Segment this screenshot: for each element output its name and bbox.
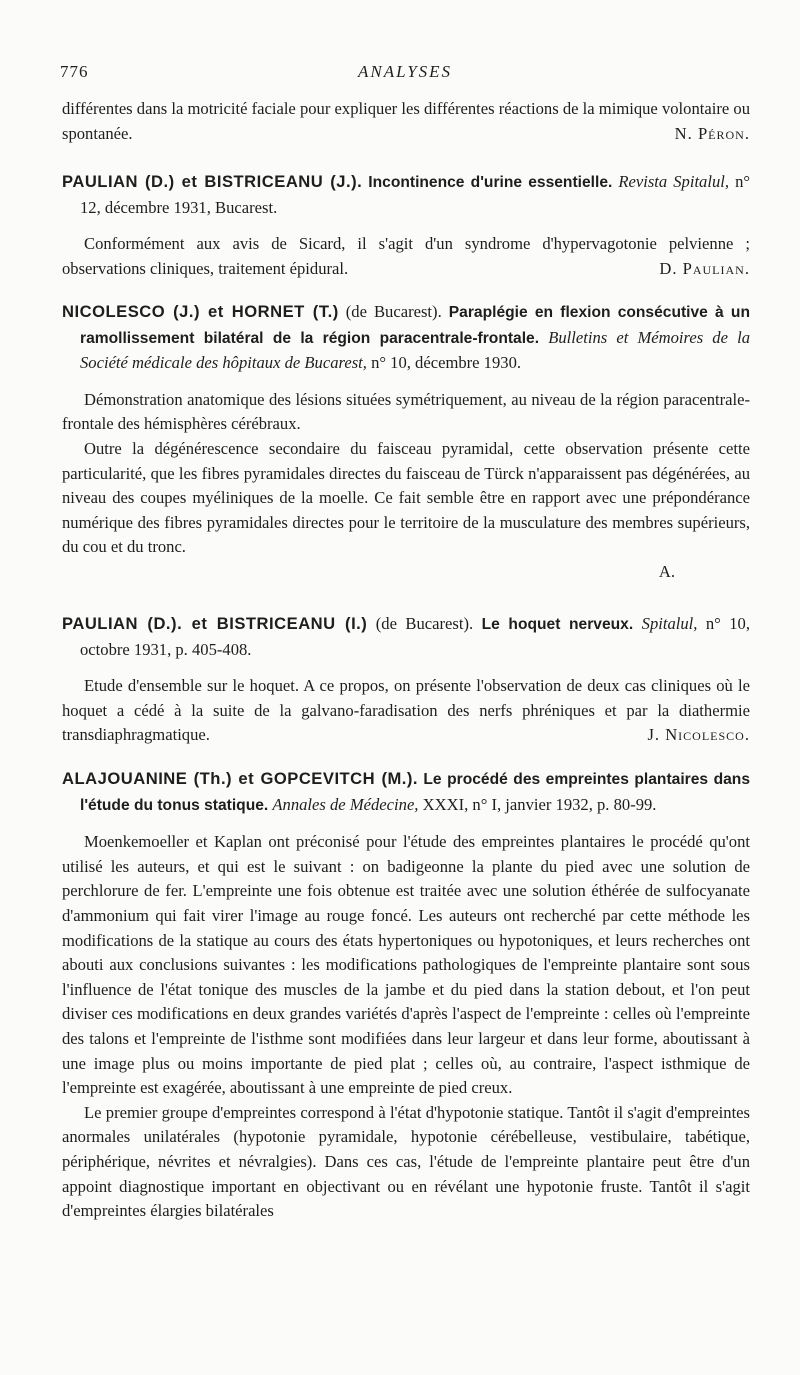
signature: D. Paulian. — [659, 258, 750, 278]
signature: A. — [658, 561, 675, 581]
entry-citation: XXXI, n° I, janvier 1932, p. 80-99. — [422, 794, 657, 814]
entry-heading — [62, 300, 750, 376]
entry-title: Le hoquet nerveux. — [481, 616, 634, 633]
entry-authors: ALAJOUANINE (Th.) et GOPCEVITCH (M.). — [62, 769, 419, 788]
entry-heading — [62, 612, 750, 662]
entry-citation: n° 10, octobre 1931, p. 405-408. — [80, 614, 750, 659]
signature: J. Nicolesco. — [647, 725, 750, 745]
entry-paragraph: Moenkemoeller et Kaplan ont préconisé pour l'étude des empreintes plantaires le procédé qu'ont utilisé les auteurs, et qui est le suivant : on badigeonne la plante du pied avec une solution de perchlorure de fer. L'empreinte une fois obtenue est traitée avec une solution éthérée de sulfocyanate d'ammonium qui fait virer l'image au rouge foncé. Les auteurs ont recherché par cette méthode les modifications de la statique au cours des états hypertoniques ou hypotoniques, et leurs recherches ont abouti aux conclusions suivantes : les modifications pathologiques de l'empreinte plantaire sont sous l'influence de l'état tonique des muscles de la jambe et du pied dans la station debout, et l'on peut diviser ces modifications en deux grandes variétés d'après l'aspect de l'empreinte : celles où l'empreinte des talons et l'empreinte de l'isthme sont modifiées dans leur largeur et dans leur forme, aboutissant à une image plus ou moins importante de pied plat ; celles où, au contraire, l'aspect isthmique de l'empreinte est exagérée, aboutissant à une empreinte de pied creux. — [62, 832, 750, 1098]
entry-title: Le procédé des empreintes plantaires dans l'étude du tonus statique. — [80, 771, 750, 814]
analysis-entry-alajouanine-gopcevitch-empreintes — [62, 767, 750, 1224]
analysis-entry-nicolesco-hornet-paraplegie — [62, 300, 750, 585]
entry-paragraph: Etude d'ensemble sur le hoquet. A ce propos, on présente l'observation de deux cas cliniques où le hoquet a cédé à la suite de la galvano-faradisation des nerfs phréniques et par la diathermie transdiaphragmatique. J. Nicolesco. — [62, 674, 750, 748]
analysis-entry-paulian-bistriceanu-incontinence — [62, 170, 750, 281]
entry-paragraph: Démonstration anatomique des lésions situées symétriquement, au niveau de la région paracentrale-frontale des hémisphères cérébraux. — [62, 389, 750, 434]
entry-authors: NICOLESCO (J.) et HORNET (T.) — [62, 302, 339, 321]
page-number: 776 — [60, 62, 89, 81]
entry-authors: PAULIAN (D.) et BISTRICEANU (J.). — [62, 172, 363, 191]
entry-citation: n° 12, décembre 1931, Bucarest. — [80, 172, 750, 217]
entry-journal: Revista Spitalul, — [618, 172, 730, 191]
entry-affiliation: (de Bucarest). — [345, 302, 442, 321]
analysis-entry-paulian-bistriceanu-hoquet — [62, 612, 750, 748]
page-header — [60, 62, 750, 86]
entry-affiliation: (de Bucarest). — [375, 614, 474, 633]
entry-journal: Bulletins et Mémoires de la Société médicale des hôpitaux de Bucarest, — [80, 327, 751, 373]
entry-heading — [62, 767, 750, 818]
entry-journal: Annales de Médecine, — [272, 794, 419, 814]
continuation-paragraph: différentes dans la motricité faciale pour expliquer les différentes réactions de la mimique volontaire ou spontanée. N. Péron. — [62, 97, 750, 146]
entry-citation: n° 10, décembre 1930. — [371, 353, 522, 373]
entry-paragraph: Conformément aux avis de Sicard, il s'agit d'un syndrome d'hypervagotonie pelvienne ; observations cliniques, traitement épidural. D. Paulian. — [62, 232, 750, 281]
entry-authors: PAULIAN (D.). et BISTRICEANU (I.) — [62, 614, 368, 633]
signature: N. Péron. — [674, 123, 750, 143]
entry-paragraph: Outre la dégénérescence secondaire du faisceau pyramidal, cette observation présente cette particularité, que les fibres pyramidales directes du faisceau de Türck n'apparaissent pas dégénérées, au niveau des coupes myéliniques de la moelle. Ce fait semble être en rapport avec une prépondérance numérique des fibres pyramidales directes pour le territoire de la musculature des membres supérieurs, du cou et du tronc. — [62, 438, 750, 557]
entry-title: Paraplégie en flexion consécutive à un ramollissement bilatéral de la région paracentrale-frontale. — [80, 304, 750, 347]
running-title: ANALYSES — [357, 62, 453, 81]
entry-title: Incontinence d'urine essentielle. — [368, 174, 613, 191]
entry-heading — [62, 170, 750, 220]
previous-analysis-continuation — [62, 97, 750, 146]
entry-journal: Spitalul, — [641, 614, 698, 633]
entry-paragraph: Le premier groupe d'empreintes correspond à l'état d'hypotonie statique. Tantôt il s'agit d'empreintes anormales unilatérales (hypotonie pyramidale, hypotonie cérébelleuse, vestibulaire, tabétique, périphérique, névrites et névralgies). Dans ces cas, l'étude de l'empreinte plantaire peut être d'un appoint diagnostique important en objectivant ou en révélant une hypotonie fruste. Tantôt il s'agit d'empreintes élargies bilatérales — [62, 1102, 750, 1221]
